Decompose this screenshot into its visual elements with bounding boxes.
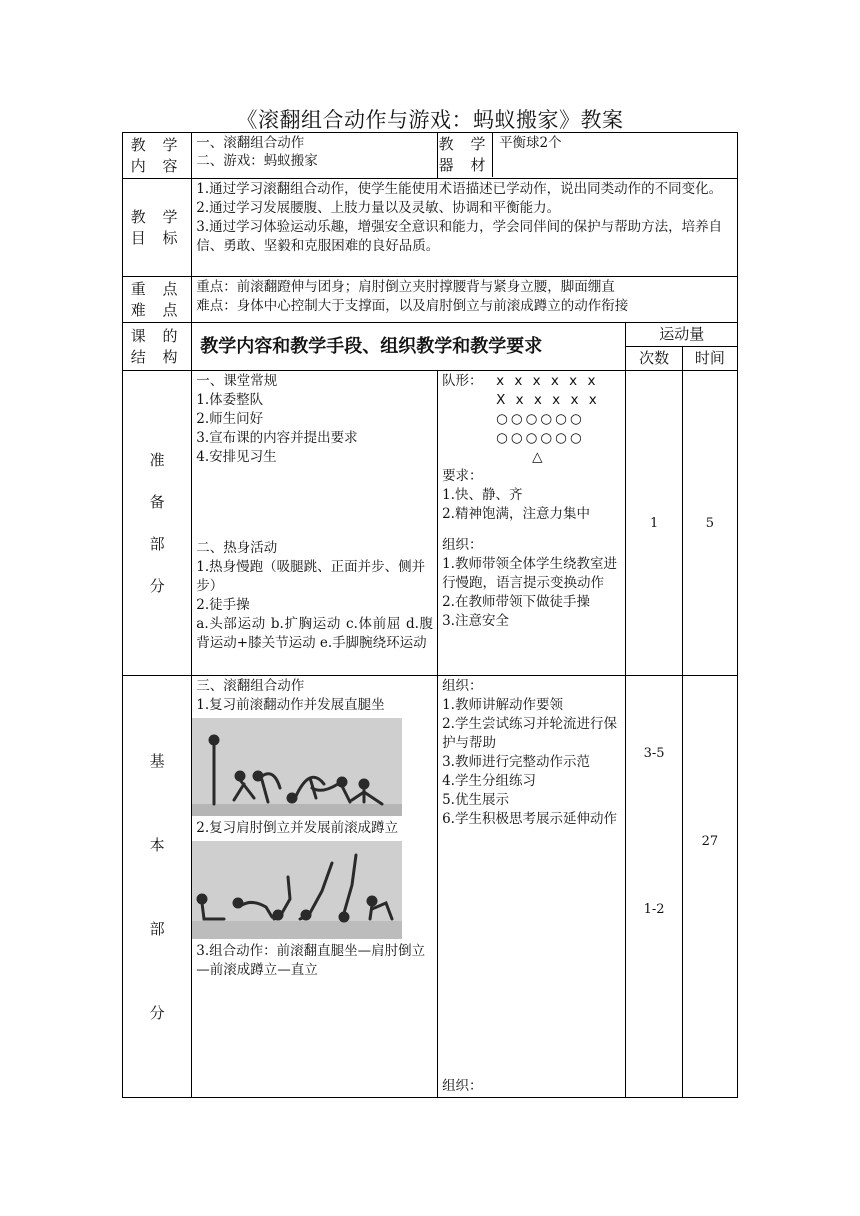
main-content-header: 教学内容和教学手段、组织教学和教学要求 bbox=[192, 323, 626, 371]
key-points-value bbox=[192, 277, 738, 323]
basic-time: 27 bbox=[682, 676, 737, 1098]
goal-item: 2.通过学习发展腰腹、上肢力量以及灵敏、协调和平衡能力。 bbox=[196, 200, 561, 216]
preparation-organization: 队形： x x x x x x X x x x x x ○○○○○○ ○○○○○○ △ 要求： 1.快、静、齐 2.精神饱满，注意力集中 组织： 1.教师带领全体学生绕教室进行慢跑，语言提示变换动作 2.在教师带领下做徒手操 3.注意安全 bbox=[438, 371, 626, 676]
label-lesson-structure: 课 的 结 构 bbox=[123, 323, 192, 371]
time-header: 时间 bbox=[682, 347, 737, 371]
requirements-label: 要求： bbox=[442, 468, 483, 484]
lesson-plan-table bbox=[122, 132, 738, 1098]
formation-label: 队形： bbox=[442, 373, 483, 389]
basic-organization: 组织： 1.教师讲解动作要领 2.学生尝试练习并轮流进行保护与帮助 3.教师进行完整动作示范 4.学生分组练习 5.优生展示 6.学生积极思考展示延伸动作 组织： bbox=[438, 676, 626, 1098]
preparation-count: 1 bbox=[626, 371, 682, 676]
page-title: 《滚翻组合动作与游戏：蚂蚁搬家》教案 bbox=[236, 108, 624, 132]
goal-item: 3.通过学习体验运动乐趣，增强安全意识和能力，学会同伴间的保护与帮助方法，培养自信、勇敢、坚毅和克服困难的良好品质。 bbox=[196, 219, 723, 254]
row-structure-header bbox=[123, 323, 738, 347]
preparation-time: 5 bbox=[682, 371, 737, 676]
label-teaching-content: 教 学 内 容 bbox=[123, 133, 192, 179]
forward-roll-sequence-image bbox=[192, 718, 402, 816]
organization-label-2: 组织： bbox=[442, 1078, 483, 1094]
equipment-value: 平衡球2个 bbox=[499, 135, 562, 151]
goal-item: 1.通过学习滚翻组合动作，使学生能使用术语描述已学动作，说出同类动作的不同变化。 bbox=[196, 181, 723, 197]
key-point: 重点：前滚翻蹬伸与团身；肩肘倒立夹肘撑腰背与紧身立腰，脚面绷直 bbox=[196, 279, 615, 295]
label-equipment: 教 学 器 材 bbox=[438, 133, 493, 177]
equipment-cell bbox=[438, 133, 738, 179]
teaching-goals-value bbox=[192, 179, 738, 277]
organization-label: 组织： bbox=[442, 537, 483, 553]
label-preparation: 准 备 部 分 bbox=[123, 371, 192, 676]
shoulder-stand-sequence-image bbox=[192, 841, 402, 939]
row-teaching-goals bbox=[123, 179, 738, 277]
difficult-point: 难点：身体中心控制大于支撑面，以及肩肘倒立与前滚成蹲立的动作衔接 bbox=[196, 298, 629, 314]
count-header: 次数 bbox=[626, 347, 682, 371]
row-basic bbox=[123, 676, 738, 1098]
preparation-content: 一、课堂常规 1.体委整队 2.师生问好 3.宣布课的内容并提出要求 4.安排见习生 二、热身活动 1.热身慢跑（吸腿跳、正面并步、侧并步） 2.徒手操 a.头部运动 b.扩胸运动 c.体前屈 d.腹背运动+膝关节运动 e.手脚腕绕环运动 bbox=[192, 371, 438, 676]
exercise-load-header: 运动量 bbox=[626, 323, 738, 347]
label-teaching-goals: 教 学 目 标 bbox=[123, 179, 192, 277]
label-basic: 基 本 部 分 bbox=[123, 676, 192, 1098]
organization-label: 组织： bbox=[442, 678, 483, 694]
basic-count: 3-5 1-2 bbox=[626, 676, 682, 1098]
basic-content: 三、滚翻组合动作 1.复习前滚翻动作并发展直腿坐 2.复习肩肘倒立并发展前滚成蹲立 3.组合动作：前滚翻直腿坐—肩肘倒立—前滚成蹲立—直立 bbox=[192, 676, 438, 1098]
row-teaching-content bbox=[123, 133, 738, 179]
teaching-content-value: 一、滚翻组合动作 二、游戏：蚂蚁搬家 bbox=[192, 133, 438, 179]
row-preparation bbox=[123, 371, 738, 676]
label-key-points: 重 点 难 点 bbox=[123, 277, 192, 323]
formation-diagram: x x x x x x X x x x x x ○○○○○○ ○○○○○○ △ bbox=[496, 373, 600, 465]
row-key-points bbox=[123, 277, 738, 323]
